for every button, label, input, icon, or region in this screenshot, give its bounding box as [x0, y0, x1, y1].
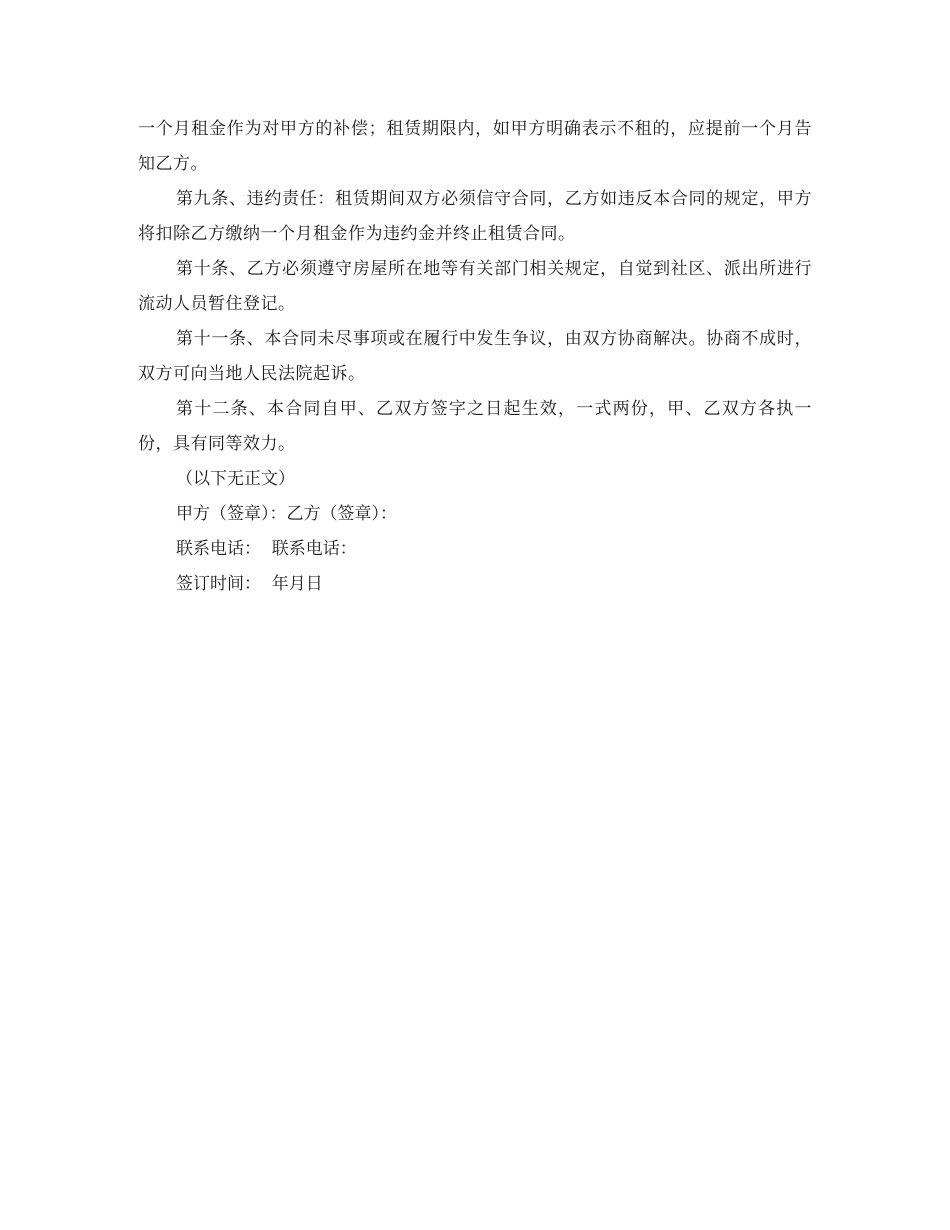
clause-11-dispute-resolution: 第十一条、本合同未尽事项或在履行中发生争议，由双方协商解决。协商不成时，双方可向当地人民法院起诉。 — [138, 329, 812, 384]
signature-line: 甲方（签章）：乙方（签章）： — [176, 504, 397, 524]
end-of-text-note: （以下无正文） — [176, 469, 295, 489]
clause-10-registration: 第十条、乙方必须遵守房屋所在地等有关部门相关规定，自觉到社区、派出所进行流动人员暂住登记。 — [138, 259, 812, 314]
paragraph-continuation: 一个月租金作为对甲方的补偿；租赁期限内，如甲方明确表示不租的，应提前一个月告知乙方。 — [138, 119, 812, 174]
clause-12-effectiveness: 第十二条、本合同自甲、乙双方签字之日起生效，一式两份，甲、乙双方各执一份，具有同等效力。 — [138, 399, 812, 454]
contact-phone-line: 联系电话： 联系电话： — [176, 539, 357, 559]
document-body — [138, 112, 812, 602]
signing-date-line: 签订时间： 年月日 — [176, 574, 323, 594]
clause-9-breach-liability: 第九条、违约责任：租赁期间双方必须信守合同，乙方如违反本合同的规定，甲方将扣除乙方缴纳一个月租金作为违约金并终止租赁合同。 — [138, 189, 812, 244]
